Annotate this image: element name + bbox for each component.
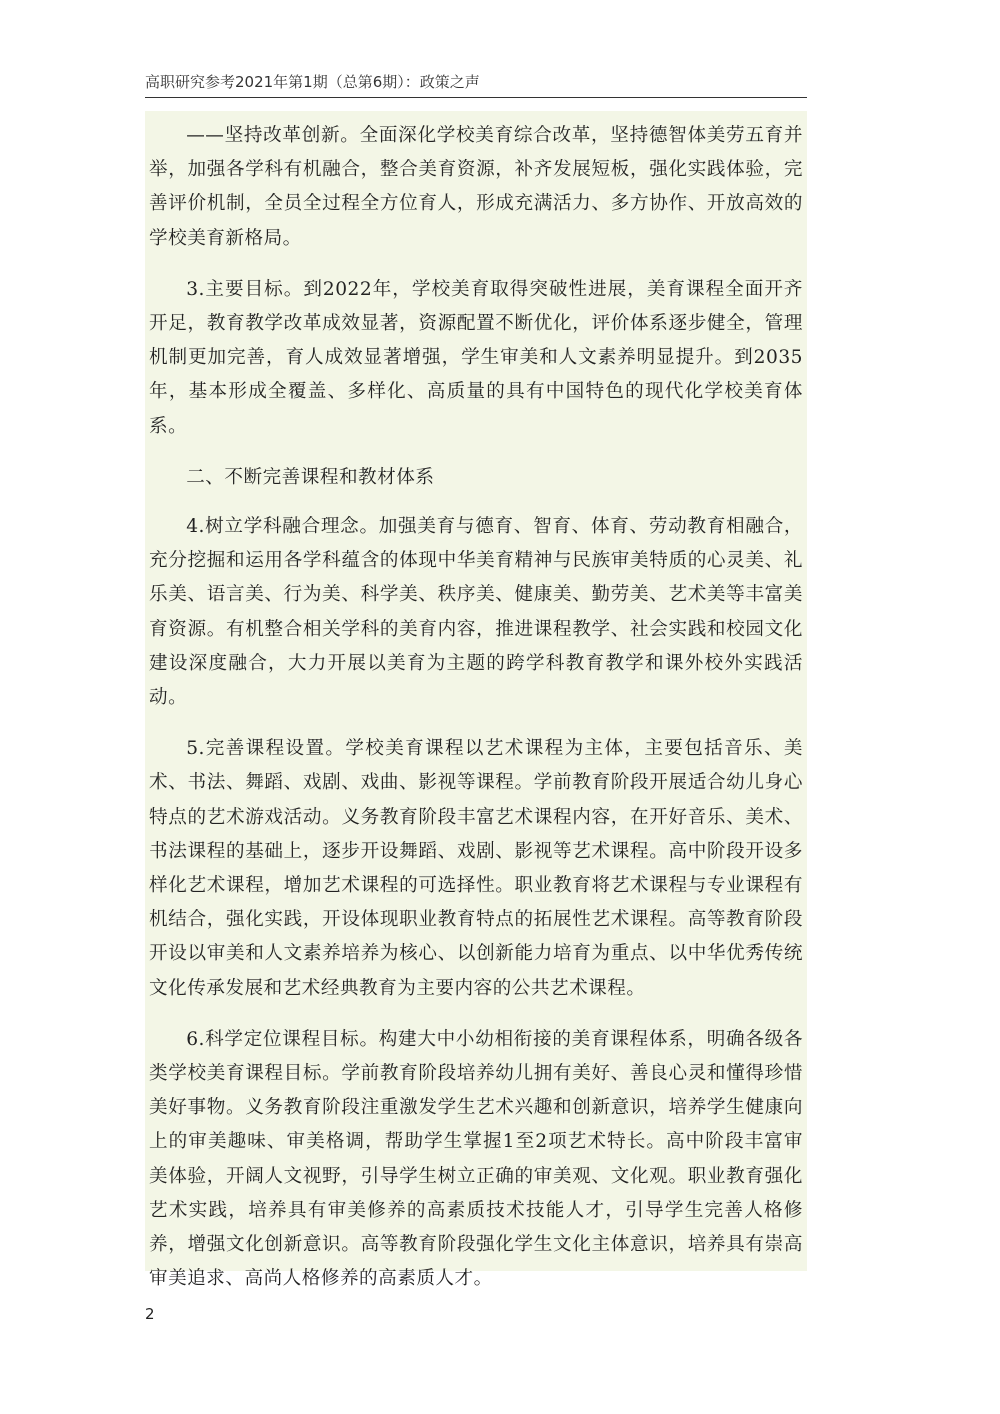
running-header: 高职研究参考2021年第1期（总第6期）：政策之声	[145, 73, 480, 91]
paragraph-discipline-integration: 4.树立学科融合理念。加强美育与德育、智育、体育、劳动教育相融合，充分挖掘和运用各学科蕴含的体现中华美育精神与民族审美特质的心灵美、礼乐美、语言美、行为美、科学美、秩序美、健康美、勤劳美、艺术美等丰富美育资源。有机整合相关学科的美育内容，推进课程教学、社会实践和校园文化建设深度融合，大力开展以美育为主题的跨学科教育教学和课外校外实践活动。	[149, 516, 803, 709]
paragraph-main-goals: 3.主要目标。到2022年，学校美育取得突破性进展，美育课程全面开齐开足，教育教学改革成效显著，资源配置不断优化，评价体系逐步健全，管理机制更加完善，育人成效显著增强，学生审美和人文素养明显提升。到2035年，基本形成全覆盖、多样化、高质量的具有中国特色的现代化学校美育体系。	[149, 278, 803, 437]
section-heading-curriculum: 二、不断完善课程和教材体系	[186, 466, 435, 488]
document-body	[145, 111, 807, 1290]
paragraph-course-setting: 5.完善课程设置。学校美育课程以艺术课程为主体，主要包括音乐、美术、书法、舞蹈、戏剧、戏曲、影视等课程。学前教育阶段开展适合幼儿身心特点的艺术游戏活动。义务教育阶段丰富艺术课程内容，在开好音乐、美术、书法课程的基础上，逐步开设舞蹈、戏剧、影视等艺术课程。高中阶段开设多样化艺术课程，增加艺术课程的可选择性。职业教育将艺术课程与专业课程有机结合，强化实践，开设体现职业教育特点的拓展性艺术课程。高等教育阶段开设以审美和人文素养培养为核心、以创新能力培育为重点、以中华优秀传统文化传承发展和艺术经典教育为主要内容的公共艺术课程。	[149, 738, 803, 999]
paragraph-reform-innovation: ——坚持改革创新。全面深化学校美育综合改革，坚持德智体美劳五育并举，加强各学科有机融合，整合美育资源，补齐发展短板，强化实践体验，完善评价机制，全员全过程全方位育人，形成充满活力、多方协作、开放高效的学校美育新格局。	[149, 125, 803, 249]
paragraph-course-objectives: 6.科学定位课程目标。构建大中小幼相衔接的美育课程体系，明确各级各类学校美育课程目标。学前教育阶段培养幼儿拥有美好、善良心灵和懂得珍惜美好事物。义务教育阶段注重激发学生艺术兴趣和创新意识，培养学生健康向上的审美趣味、审美格调，帮助学生掌握1至2项艺术特长。高中阶段丰富审美体验，开阔人文视野，引导学生树立正确的审美观、文化观。职业教育强化艺术实践，培养具有审美修养的高素质技术技能人才，引导学生完善人格修养，增强文化创新意识。高等教育阶段强化学生文化主体意识，培养具有崇高审美追求、高尚人格修养的高素质人才。	[149, 1028, 803, 1290]
header-divider	[145, 97, 807, 98]
page-number: 2	[145, 1305, 155, 1323]
